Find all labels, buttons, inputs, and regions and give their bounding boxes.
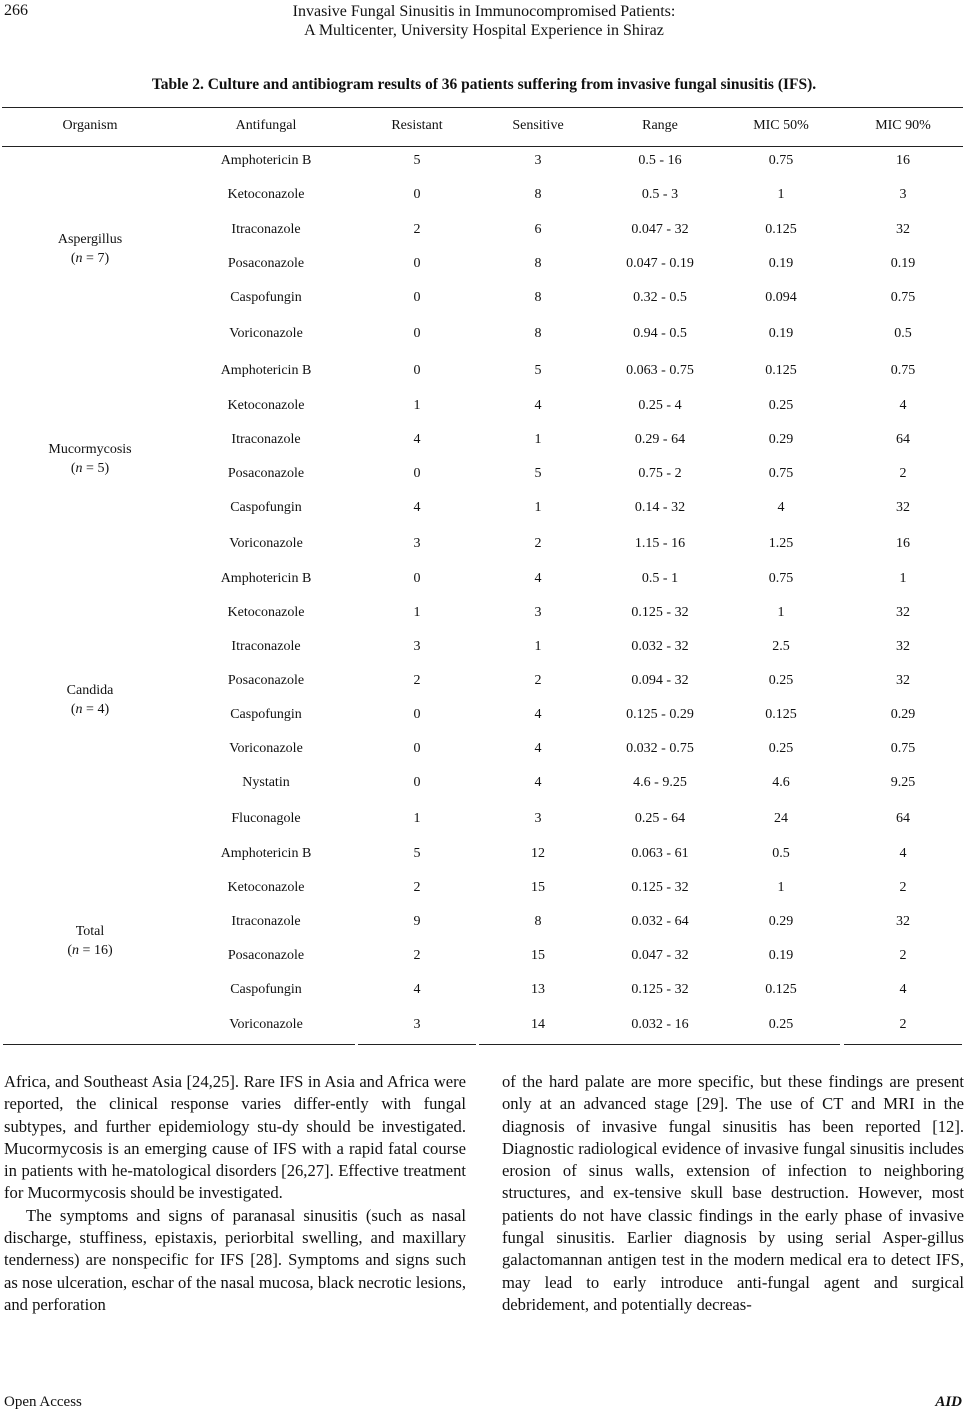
table-cell: Amphotericin B: [220, 571, 312, 586]
table-cell: 0: [413, 775, 421, 790]
table-cell: 15: [531, 880, 545, 895]
table-cell: Amphotericin B: [220, 363, 312, 378]
organism-label: [0, 230, 180, 268]
table-cell: 0.75: [890, 741, 916, 756]
count-symbol: n: [75, 250, 83, 266]
table-cell: 1: [413, 398, 421, 413]
table-cell: 0: [413, 707, 421, 722]
table-cell: 2: [534, 536, 542, 551]
organism-name: Aspergillus: [57, 231, 123, 247]
table-cell: 0.094: [765, 290, 797, 305]
table-bottom-rule-segment: [177, 1044, 355, 1045]
table-cell: 0.5 - 1: [641, 571, 679, 586]
count-value: = 5): [82, 460, 110, 476]
page-number: 266: [4, 2, 28, 19]
table-cell: 0.25: [768, 741, 794, 756]
table-cell: 4: [777, 500, 785, 515]
table-cell: 8: [534, 290, 542, 305]
text-column-left: [4, 1071, 466, 1316]
table-cell: 8: [534, 187, 542, 202]
column-header: Sensitive: [512, 118, 564, 133]
table-cell: 9: [413, 914, 421, 929]
text-column-right: [502, 1071, 964, 1316]
organism-name: Total: [75, 923, 105, 939]
organism-label: [0, 922, 180, 960]
table-cell: 4: [534, 775, 542, 790]
table-cell: 64: [896, 432, 910, 447]
table-cell: 0.25: [768, 1017, 794, 1032]
table-cell: 4: [899, 982, 907, 997]
table-cell: 32: [896, 639, 910, 654]
table-cell: Caspofungin: [230, 707, 302, 722]
table-cell: 2: [413, 948, 421, 963]
table-cell: 0.19: [768, 256, 794, 271]
table-cell: 0.75: [768, 571, 794, 586]
table-cell: Ketoconazole: [227, 187, 305, 202]
table-cell: Itraconazole: [231, 222, 301, 237]
table-header-rule: [2, 146, 963, 147]
table-cell: 32: [896, 673, 910, 688]
table-cell: 4: [534, 398, 542, 413]
table-cell: 4: [534, 741, 542, 756]
table-cell: 3: [899, 187, 907, 202]
table-cell: 0.032 - 64: [631, 914, 689, 929]
table-cell: 16: [896, 153, 910, 168]
organism-count: (n = 16): [67, 942, 113, 958]
table-cell: 1: [777, 605, 785, 620]
table-cell: 0.29: [768, 914, 794, 929]
table-caption: Table 2. Culture and antibiogram results of 36 patients suffering from invasive fungal sinusitis (IFS).: [151, 76, 817, 93]
table-cell: 0.047 - 0.19: [626, 256, 694, 271]
table-cell: 0.32 - 0.5: [633, 290, 687, 305]
table-cell: 1: [413, 811, 421, 826]
table-cell: 0.032 - 32: [631, 639, 689, 654]
table-cell: 3: [413, 639, 421, 654]
table-cell: 32: [896, 914, 910, 929]
count-value: = 4): [82, 702, 110, 717]
table-cell: 0.19: [768, 948, 794, 963]
table-cell: 0.75 - 2: [638, 466, 682, 481]
count-symbol: n: [75, 702, 83, 717]
table-cell: Voriconazole: [229, 1017, 303, 1032]
table-cell: 2: [534, 673, 542, 688]
table-cell: Nystatin: [242, 775, 290, 790]
table-cell: 0.094 - 32: [631, 673, 689, 688]
table-cell: 2: [413, 880, 421, 895]
table-cell: Posaconazole: [227, 256, 305, 271]
column-header: MIC 50%: [753, 118, 809, 133]
table-cell: 0: [413, 571, 421, 586]
table-cell: 3: [413, 1017, 421, 1032]
table-bottom-rule-segment: [3, 1044, 177, 1045]
table-cell: 1.15 - 16: [634, 536, 686, 551]
table-cell: 2: [899, 1017, 907, 1032]
table-cell: 0.25: [768, 673, 794, 688]
table-cell: 32: [896, 500, 910, 515]
table-cell: 0.5: [772, 846, 790, 861]
table-cell: Itraconazole: [231, 914, 301, 929]
table-cell: Ketoconazole: [227, 880, 305, 895]
table-cell: 24: [774, 811, 788, 826]
table-cell: 0.19: [890, 256, 916, 271]
table-cell: Posaconazole: [227, 466, 305, 481]
table-top-rule: [2, 107, 963, 108]
column-header: Resistant: [391, 118, 443, 133]
count-symbol: n: [75, 460, 83, 476]
table-cell: 0.75: [768, 466, 794, 481]
organism-name: Candida: [66, 683, 114, 698]
table-cell: 0: [413, 256, 421, 271]
table-cell: Ketoconazole: [227, 398, 305, 413]
table-cell: 0.25: [768, 398, 794, 413]
table-cell: 6: [534, 222, 542, 237]
table-cell: 32: [896, 222, 910, 237]
table-cell: 3: [413, 536, 421, 551]
table-cell: 0.25 - 64: [634, 811, 686, 826]
column-header: Antifungal: [235, 118, 297, 133]
table-cell: 4: [413, 432, 421, 447]
table-cell: 0.5 - 16: [638, 153, 682, 168]
table-cell: Posaconazole: [227, 948, 305, 963]
table-cell: 0: [413, 187, 421, 202]
table-cell: Posaconazole: [227, 673, 305, 688]
table-cell: 8: [534, 256, 542, 271]
table-cell: 1: [899, 571, 907, 586]
paragraph: The symptoms and signs of paranasal sinusitis (such as nasal discharge, stuffiness, epistaxis, periorbital swelling, and maxillary tenderness) are nonspecific for IFS [28]. Symptoms and signs such as nose ulceration, eschar of the nasal mucosa, black necrotic lesions, and perforation: [4, 1205, 466, 1314]
table-cell: 4.6: [772, 775, 790, 790]
table-cell: 16: [896, 536, 910, 551]
table-cell: 3: [534, 811, 542, 826]
column-header: Organism: [62, 118, 118, 133]
table-bottom-rule-segment: [479, 1044, 597, 1045]
running-title: [0, 2, 968, 40]
table-cell: 0.125: [765, 707, 797, 722]
table-cell: Fluconagole: [231, 811, 301, 826]
count-value: = 16): [79, 942, 113, 958]
table-cell: 3: [534, 153, 542, 168]
table-cell: 4: [413, 500, 421, 515]
table-cell: 8: [534, 326, 542, 341]
table-cell: 13: [531, 982, 545, 997]
table-cell: 1: [777, 880, 785, 895]
table-cell: 0: [413, 290, 421, 305]
table-cell: 2: [413, 222, 421, 237]
table-cell: 2.5: [772, 639, 790, 654]
table-cell: Itraconazole: [231, 639, 301, 654]
table-cell: 2: [899, 466, 907, 481]
table-cell: 0.5: [894, 326, 912, 341]
running-title-line-2: A Multicenter, University Hospital Experience in Shiraz: [304, 22, 664, 39]
table-cell: 5: [534, 363, 542, 378]
table-cell: 0.047 - 32: [631, 948, 689, 963]
table-cell: 1: [534, 432, 542, 447]
count-symbol: n: [72, 942, 80, 958]
table-cell: Ketoconazole: [227, 605, 305, 620]
table-cell: 0.125: [765, 222, 797, 237]
table-cell: Amphotericin B: [220, 153, 312, 168]
table-cell: Voriconazole: [229, 326, 303, 341]
table-cell: 0.125 - 32: [631, 982, 689, 997]
table-cell: 0: [413, 326, 421, 341]
footer-journal-abbrev: AID: [935, 1394, 962, 1410]
table-cell: 1: [777, 187, 785, 202]
organism-label: [0, 440, 180, 478]
paragraph: Africa, and Southeast Asia [24,25]. Rare IFS in Asia and Africa were reported, the clinical response varies differ-ently with fungal subtypes, and further epidemiology stu-dy should be investigated. Mucormycosis is an emerging cause of IFS with a rapid fatal course in patients with he-matological disorders [26,27]. Effective treatment for Mucormycosis should be investigated.: [4, 1072, 466, 1203]
table-cell: 0.125 - 0.29: [626, 707, 694, 722]
table-cell: 0.29: [890, 707, 916, 722]
table-cell: 4: [534, 707, 542, 722]
table-cell: 32: [896, 605, 910, 620]
paragraph: of the hard palate are more specific, but these findings are present only at an advanced stage [29]. The use of CT and MRI in the diagnosis of invasive fungal sinusitis has been reported [12]. Diagnostic radiological evidence of invasive fungal sinusitis includes erosion of sinus walls, extension of infection to neighboring structures, and ex-tensive skull base destruction. However, most patients do not have classic findings in the early phase of invasive fungal sinusitis. Earlier diagnosis by using serial Asper-gillus galactomannan antigen test in the modern medical era to detect IFS, may lead to early introduce anti-fungal agent and surgical debridement, and potentially decreas-: [502, 1072, 964, 1314]
table-cell: 0.032 - 16: [631, 1017, 689, 1032]
organism-label: [0, 681, 180, 719]
table-cell: 15: [531, 948, 545, 963]
organism-name: Mucormycosis: [48, 441, 132, 457]
table-cell: 0: [413, 741, 421, 756]
table-cell: Caspofungin: [230, 500, 302, 515]
organism-count: (n = 5): [70, 460, 110, 476]
table-bottom-rule-segment: [722, 1044, 840, 1045]
table-cell: 0.047 - 32: [631, 222, 689, 237]
table-cell: Itraconazole: [231, 432, 301, 447]
table-cell: 0.75: [890, 290, 916, 305]
table-cell: 0.063 - 0.75: [626, 363, 694, 378]
table-cell: Voriconazole: [229, 741, 303, 756]
table-cell: 4.6 - 9.25: [633, 775, 687, 790]
organism-count: (n = 7): [70, 250, 110, 266]
table-cell: 2: [899, 948, 907, 963]
table-cell: 64: [896, 811, 910, 826]
table-cell: 0.5 - 3: [641, 187, 679, 202]
table-cell: 1: [413, 605, 421, 620]
table-cell: 4: [413, 982, 421, 997]
footer-open-access: Open Access: [4, 1394, 82, 1410]
table-cell: 0.063 - 61: [631, 846, 689, 861]
table-cell: 0.19: [768, 326, 794, 341]
table-cell: 12: [531, 846, 545, 861]
table-cell: 0: [413, 363, 421, 378]
table-cell: Caspofungin: [230, 982, 302, 997]
table-cell: 8: [534, 914, 542, 929]
table-cell: 0.29 - 64: [634, 432, 686, 447]
table-cell: 0.032 - 0.75: [626, 741, 694, 756]
column-header: MIC 90%: [875, 118, 931, 133]
table-cell: 3: [534, 605, 542, 620]
table-cell: 1: [534, 500, 542, 515]
table-cell: 0.125: [765, 982, 797, 997]
table-cell: 5: [534, 466, 542, 481]
table-cell: 0.125: [765, 363, 797, 378]
table-cell: 0.94 - 0.5: [633, 326, 687, 341]
table-cell: 0.75: [768, 153, 794, 168]
table-cell: Voriconazole: [229, 536, 303, 551]
table-cell: 4: [534, 571, 542, 586]
table-cell: 0.29: [768, 432, 794, 447]
table-bottom-rule-segment: [596, 1044, 724, 1045]
table-cell: 5: [413, 153, 421, 168]
table-cell: 2: [899, 880, 907, 895]
table-cell: Amphotericin B: [220, 846, 312, 861]
table-cell: Caspofungin: [230, 290, 302, 305]
table-cell: 4: [899, 398, 907, 413]
table-cell: 9.25: [890, 775, 916, 790]
table-cell: 0.14 - 32: [634, 500, 686, 515]
table-cell: 14: [531, 1017, 545, 1032]
table-cell: 0.125 - 32: [631, 880, 689, 895]
running-title-line-1: Invasive Fungal Sinusitis in Immunocompromised Patients:: [292, 3, 676, 20]
table-cell: 1: [534, 639, 542, 654]
organism-count: (n = 4): [70, 702, 110, 717]
column-header: Range: [642, 118, 678, 133]
table-bottom-rule-segment: [358, 1044, 476, 1045]
table-cell: 0.25 - 4: [638, 398, 682, 413]
table-cell: 0.75: [890, 363, 916, 378]
table-cell: 0.125 - 32: [631, 605, 689, 620]
table-cell: 0: [413, 466, 421, 481]
table-cell: 2: [413, 673, 421, 688]
table-bottom-rule-segment: [844, 1044, 962, 1045]
count-value: = 7): [82, 250, 110, 266]
table-cell: 4: [899, 846, 907, 861]
table-cell: 1.25: [768, 536, 794, 551]
table-cell: 5: [413, 846, 421, 861]
